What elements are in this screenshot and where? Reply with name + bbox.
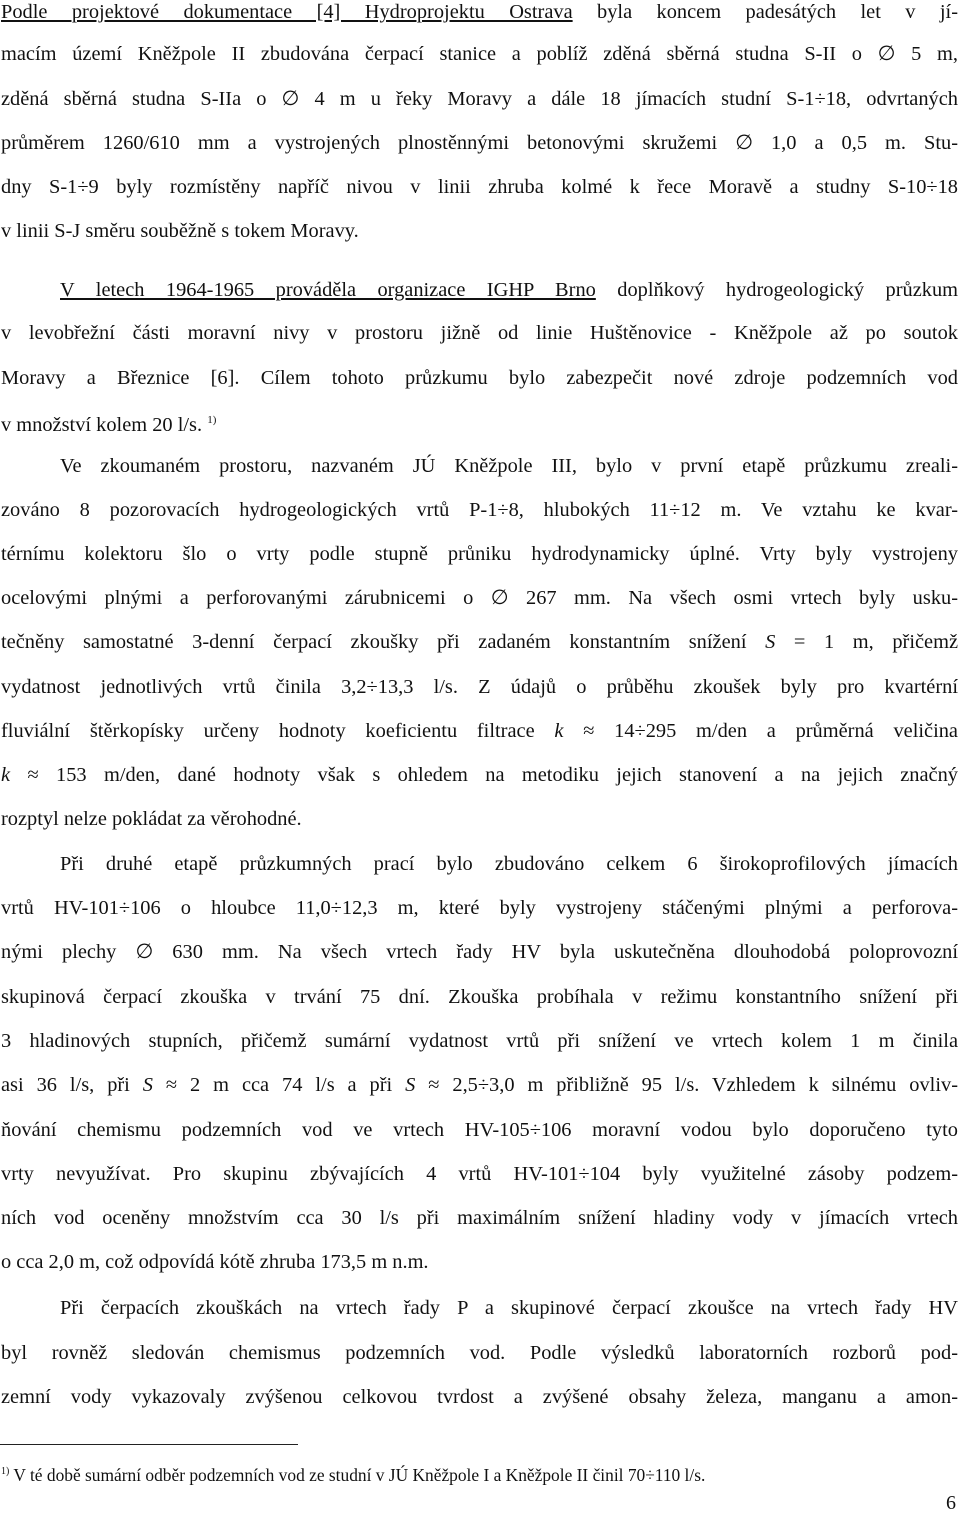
variable-s: S (765, 631, 776, 653)
paragraph-4-line-10: o cca 2,0 m, což odpovídá kótě zhruba 173,5 m n.m. (1, 1251, 429, 1273)
paragraph-4-line-3: nými plechy ∅ 630 mm. Na všech vrtech řady HV byla uskutečněna dlouhodobá poloprovozní (1, 941, 958, 963)
footnote-mark: 1) (1, 1466, 10, 1477)
paragraph-3-line-7: fluviální štěrkopísky určeny hodnoty koeficientu filtrace k ≈ 14÷295 m/den a průměrná veličina (1, 720, 958, 742)
reference-link: V letech 1964-1965 prováděla organizace IGHP Brno (60, 279, 596, 301)
paragraph-3-line-4: ocelovými plnými a perforovanými zárubnicemi o ∅ 267 mm. Na všech osmi vrtech byly usku- (1, 587, 958, 609)
paragraph-3-line-6: vydatnost jednotlivých vrtů činila 3,2÷13,3 l/s. Z údajů o průběhu zkoušek byly pro kvartérní (1, 676, 958, 698)
paragraph-1-line-4: průměrem 1260/610 mm a vystrojených plnostěnnými betonovými skružemi ∅ 1,0 a 0,5 m. Stu- (1, 132, 958, 154)
paragraph-1-line-3: zděná sběrná studna S-IIa o ∅ 4 m u řeky Moravy a dále 18 jímacích studní S-1÷18, odvrtaných (1, 88, 958, 110)
reference-link: Podle projektové dokumentace [4] Hydroprojektu Ostrava (1, 1, 573, 23)
page-number: 6 (946, 1492, 956, 1514)
paragraph-2-line-2: v levobřežní části moravní nivy v prostoru jižně od linie Huštěnovice - Kněžpole až po soutok (1, 322, 958, 344)
paragraph-3-line-3: térnímu kolektoru šlo o vrty podle stupně průniku hydrodynamicky úplné. Vrty byly vystrojeny (1, 543, 958, 565)
paragraph-1-line-2: macím území Kněžpole II zbudována čerpací stanice a poblíž zděná sběrná studna S-II o ∅ 5 m, (1, 43, 958, 65)
paragraph-5-line-2: byl rovněž sledován chemismus podzemních vod. Podle výsledků laboratorních rozborů pod- (1, 1342, 958, 1364)
paragraph-3-line-2: zováno 8 pozorovacích hydrogeologických vrtů P-1÷8, hlubokých 11÷12 m. Ve vztahu ke kvar- (1, 499, 958, 521)
variable-k: k (554, 720, 564, 742)
paragraph-1-line-5: dny S-1÷9 byly rozmístěny napříč nivou v linii zhruba kolmé k řece Moravě a studny S-10÷18 (1, 176, 958, 198)
paragraph-4-line-8: vrty nevyužívat. Pro skupinu zbývajících 4 vrtů HV-101÷104 byly využitelné zásoby podzem- (1, 1163, 958, 1185)
paragraph-4-line-1: Při druhé etapě průzkumných prací bylo zbudováno celkem 6 širokoprofilových jímacích (60, 853, 958, 875)
footnote-reference: 1) (207, 414, 217, 426)
paragraph-4-line-7: ňování chemismu podzemních vod ve vrtech HV-105÷106 moravní vodou bylo doporučeno tyto (1, 1119, 958, 1141)
footnote (1, 1460, 705, 1487)
paragraph-3-line-9: rozptyl nelze pokládat za věrohodné. (1, 808, 302, 830)
paragraph-2-line-1: V letech 1964-1965 prováděla organizace IGHP Brno doplňkový hydrogeologický průzkum (60, 279, 958, 301)
paragraph-4-line-6: asi 36 l/s, při S ≈ 2 m cca 74 l/s a při S ≈ 2,5÷3,0 m přibližně 95 l/s. Vzhledem k silnému ovliv- (1, 1074, 958, 1096)
paragraph-5-line-1: Při čerpacích zkouškách na vrtech řady P a skupinové čerpací zkoušce na vrtech řady HV (60, 1297, 958, 1319)
paragraph-4-line-9: ních vod oceněny množstvím cca 30 l/s při maximálním snížení hladiny vody v jímacích vrtech (1, 1207, 958, 1229)
variable-s: S (142, 1074, 153, 1096)
paragraph-5-line-3: zemní vody vykazovaly zvýšenou celkovou tvrdost a zvýšené obsahy železa, manganu a amon- (1, 1386, 958, 1408)
variable-k: k (1, 764, 11, 786)
footnote-separator (0, 1444, 298, 1445)
paragraph-2-line-3: Moravy a Březnice [6]. Cílem tohoto průzkumu bylo zabezpečit nové zdroje podzemních vod (1, 367, 958, 389)
paragraph-2-line-4: v množství kolem 20 l/s. $^{1)}$ (1, 414, 217, 436)
paragraph-4-line-5: 3 hladinových stupních, přičemž sumární vydatnost vrtů při snížení ve vrtech kolem 1 m činila (1, 1030, 958, 1052)
variable-s: S (405, 1074, 416, 1096)
paragraph-4-line-4: skupinová čerpací zkouška v trvání 75 dní. Zkouška probíhala v režimu konstantního snížení při (1, 986, 958, 1008)
paragraph-3-line-5: tečněny samostatné 3-denní čerpací zkoušky při zadaném konstantním snížení S = 1 m, přičemž (1, 631, 958, 653)
footnote-text: V té době sumární odběr podzemních vod ze studní v JÚ Kněžpole I a Kněžpole II činil 70÷110 l/s. (9, 1465, 706, 1485)
paragraph-3-line-1: Ve zkoumaném prostoru, nazvaném JÚ Kněžpole III, bylo v první etapě průzkumu zreali- (60, 455, 958, 477)
paragraph-4-line-2: vrtů HV-101÷106 o hloubce 11,0÷12,3 m, které byly vystrojeny stáčenými plnými a perforova- (1, 897, 958, 919)
paragraph-3-line-8: k ≈ 153 m/den, dané hodnoty však s ohledem na metodiku jejich stanovení a na jejich značný (1, 764, 958, 786)
paragraph-1-line-6: v linii S-J směru souběžně s tokem Moravy. (1, 220, 359, 242)
paragraph-1-line-1: Podle projektové dokumentace [4] Hydroprojektu Ostrava byla koncem padesátých let v jí- (1, 1, 958, 23)
